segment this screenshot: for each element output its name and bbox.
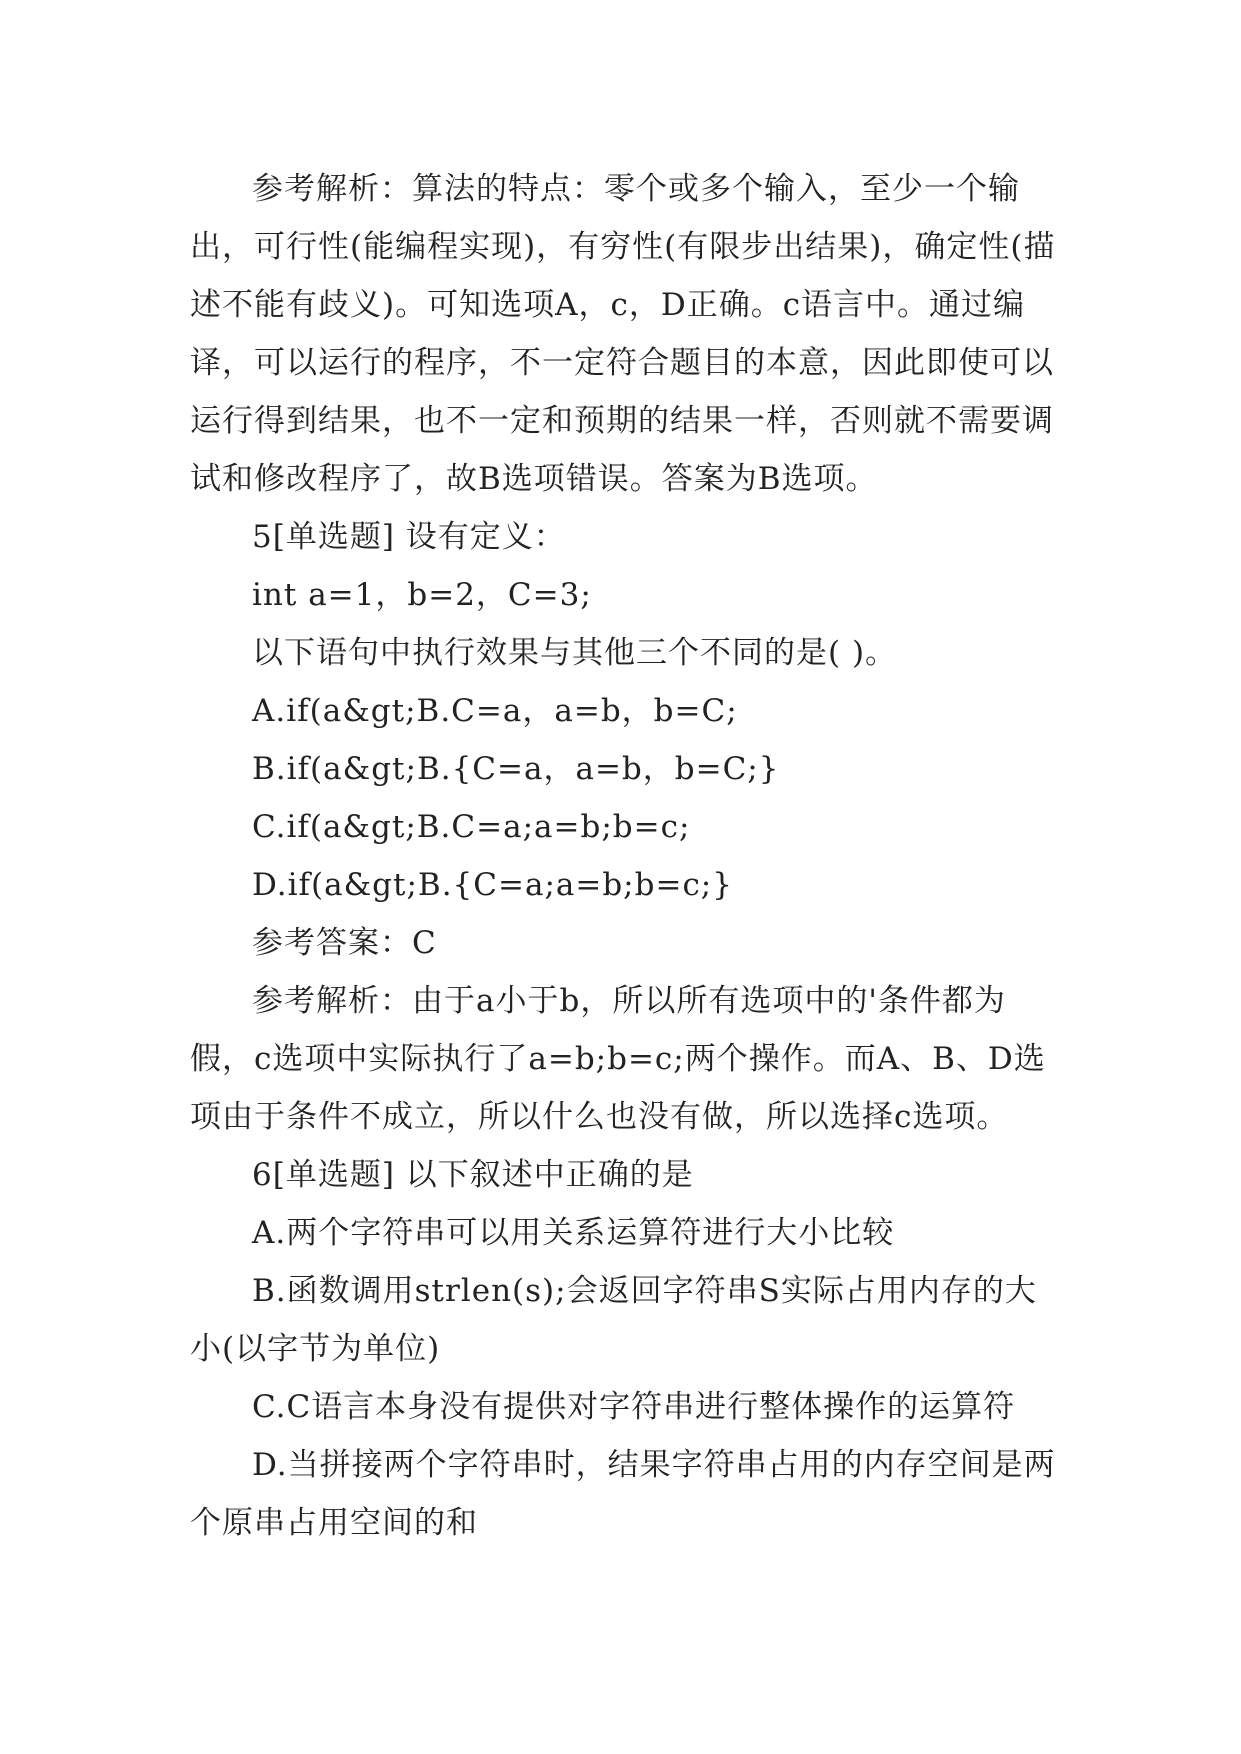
question-6-option-d: D.当拼接两个字符串时，结果字符串占用的内存空间是两个原串占用空间的和 xyxy=(190,1447,1056,1541)
question-5-option-d: D.if(a&gt;B.{C=a;a=b;b=c;} xyxy=(252,867,733,903)
question-5-heading: 5[单选题] 设有定义： xyxy=(252,519,566,555)
question-5-option-b: B.if(a&gt;B.{C=a，a=b，b=C;} xyxy=(252,751,780,787)
document-body xyxy=(190,160,1060,1552)
question-5-prompt: 以下语句中执行效果与其他三个不同的是( )。 xyxy=(252,635,898,671)
question-5-option-c: C.if(a&gt;B.C=a;a=b;b=c; xyxy=(252,809,691,845)
explanation-paragraph-q5: 参考解析：由于a小于b，所以所有选项中的'条件都为假，c选项中实际执行了a=b;b=c;两个操作。而A、B、D选项由于条件不成立，所以什么也没有做，所以选择c选项。 xyxy=(190,983,1046,1135)
question-6-option-b: B.函数调用strlen(s);会返回字符串S实际占用内存的大小(以字节为单位) xyxy=(190,1273,1037,1367)
question-5-code-definition: int a=1，b=2，C=3; xyxy=(252,577,592,613)
question-5-answer: 参考答案：C xyxy=(252,925,437,961)
question-6-option-c: C.C语言本身没有提供对字符串进行整体操作的运算符 xyxy=(252,1389,1016,1425)
explanation-paragraph-q4: 参考解析：算法的特点：零个或多个输入，至少一个输出，可行性(能编程实现)，有穷性(有限步出结果)，确定性(描述不能有歧义)。可知选项A，c，D正确。c语言中。通过编译，可以运行的程序，不一定符合题目的本意，因此即使可以运行得到结果，也不一定和预期的结果一样，否则就不需要调试和修改程序了，故B选项错误。答案为B选项。 xyxy=(190,171,1056,497)
question-6-heading: 6[单选题] 以下叙述中正确的是 xyxy=(252,1157,694,1193)
question-5-option-a: A.if(a&gt;B.C=a，a=b，b=C; xyxy=(252,693,738,729)
question-6-option-a: A.两个字符串可以用关系运算符进行大小比较 xyxy=(252,1215,895,1251)
